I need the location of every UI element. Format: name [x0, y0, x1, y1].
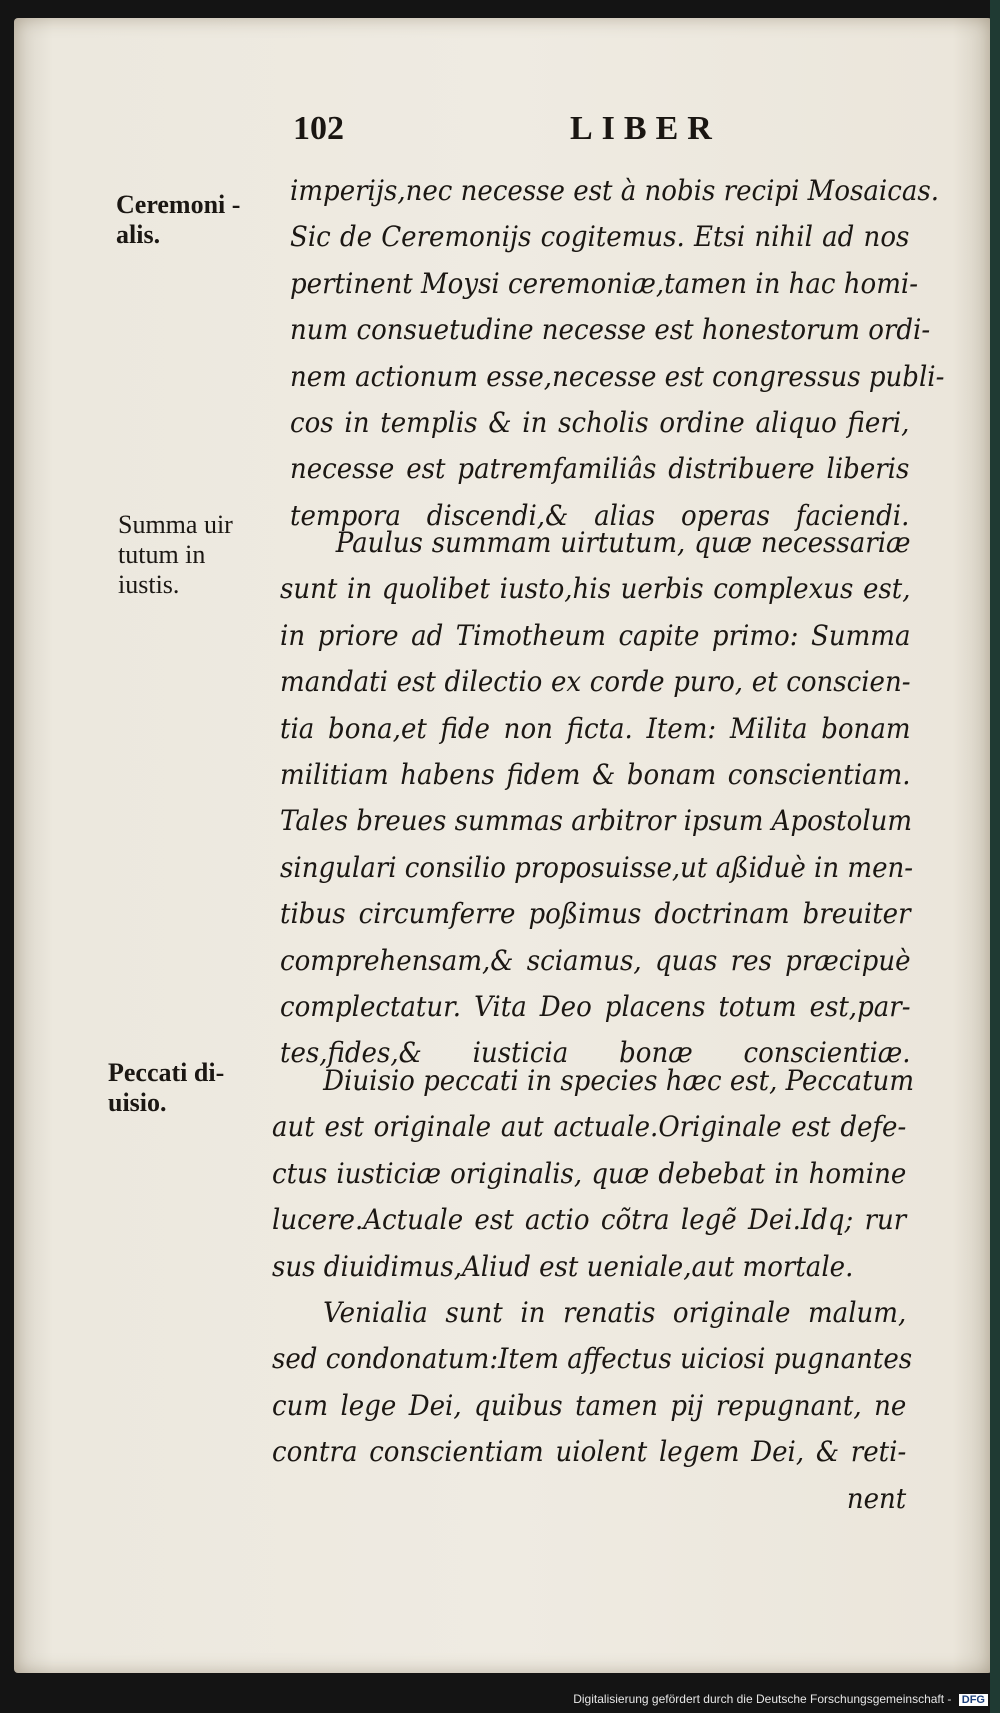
page-number: 102: [293, 110, 344, 147]
text-line: nem actionum esse,necesse est congressus publi-: [290, 359, 945, 393]
margin-note-line: alis.: [116, 220, 161, 249]
text-line: mandati est dilectio ex corde puro, et conscien-: [280, 665, 911, 699]
text-line: militiam habens fidem & bonam conscientiam.: [280, 757, 911, 791]
text-line: Tales breues summas arbitror ipsum Apostolum: [280, 804, 913, 838]
text-block-peccatum: [272, 1058, 915, 1522]
text-line: tes,fides,& iusticia bonæ conscientiæ.: [280, 1036, 911, 1070]
text-line: singulari consilio proposuisse,ut aßiduè in men-: [280, 850, 914, 884]
text-block-summa-uirtutum: [280, 520, 914, 1077]
credit-text: Digitalisierung gefördert durch die Deutsche Forschungsgemeinschaft -: [573, 1692, 952, 1706]
text-line: contra conscientiam uiolent legem Dei, & reti-: [272, 1435, 907, 1469]
text-line: tia bona,et fide non ficta. Item: Milita bonam: [280, 711, 911, 745]
text-line: Paulus summam uirtutum, quæ necessariæ: [335, 526, 911, 559]
text-line: Diuisio peccati in species hæc est, Peccatum: [323, 1064, 915, 1097]
margin-note-line: Ceremoni -: [116, 190, 241, 219]
running-title: LIBER: [570, 110, 721, 147]
margin-note-line: iustis.: [118, 570, 180, 599]
margin-note-line: tutum in: [118, 540, 206, 569]
text-line: Sic de Ceremonijs cogitemus. Etsi nihil ad nos: [290, 220, 910, 254]
text-line: sus diuidimus,Aliud est ueniale,aut mortale.: [272, 1249, 854, 1283]
margin-note-ceremonialis: [116, 190, 240, 250]
text-line: Venialia sunt in renatis originale malum,: [323, 1295, 907, 1329]
text-line: comprehensam,& sciamus, quas res præcipuè: [280, 943, 911, 977]
margin-note-line: uisio.: [108, 1088, 167, 1117]
text-line: tempora discendi,& alias operas faciendi.: [290, 498, 910, 532]
text-line: tibus circumferre poßimus doctrinam breuiter: [280, 897, 911, 931]
text-line: imperijs,nec necesse est à nobis recipi Mosaicas.: [290, 174, 939, 207]
text-line: sunt in quolibet iusto,his uerbis complexus est,: [280, 572, 911, 606]
digitization-credit: [573, 1692, 988, 1706]
text-line: num consuetudine necesse est honestorum ordi-: [290, 313, 931, 347]
text-line: aut est originale aut actuale.Originale est defe-: [272, 1110, 907, 1144]
text-line: necesse est patremfamiliâs distribuere liberis: [290, 452, 910, 486]
text-line: lucere.Actuale est actio cõtra legẽ Dei.Idq; rur: [272, 1203, 907, 1237]
margin-note-peccati-diuisio: [108, 1058, 224, 1118]
dfg-logo: DFG: [959, 1694, 988, 1706]
margin-note-line: Summa uir: [118, 510, 233, 539]
margin-note-line: Peccati di-: [108, 1058, 225, 1087]
text-line: cos in templis & in scholis ordine aliquo fieri,: [290, 405, 910, 439]
margin-note-summa-uirtutum: [118, 510, 233, 600]
text-line: complectatur. Vita Deo placens totum est,par-: [280, 989, 911, 1023]
text-block-ceremonies: [290, 168, 945, 539]
text-line: in priore ad Timotheum capite primo: Summa: [280, 618, 911, 652]
text-line: sed condonatum:Item affectus uiciosi pugnantes: [272, 1342, 913, 1376]
text-line: ctus iusticiæ originalis, quæ debebat in homine: [272, 1156, 907, 1190]
catchword: nent: [846, 1481, 907, 1515]
book-spine-edge: [990, 0, 1000, 1713]
text-line: cum lege Dei, quibus tamen pij repugnant, ne: [272, 1388, 907, 1422]
text-line: pertinent Moysi ceremoniæ,tamen in hac homi-: [290, 266, 919, 300]
